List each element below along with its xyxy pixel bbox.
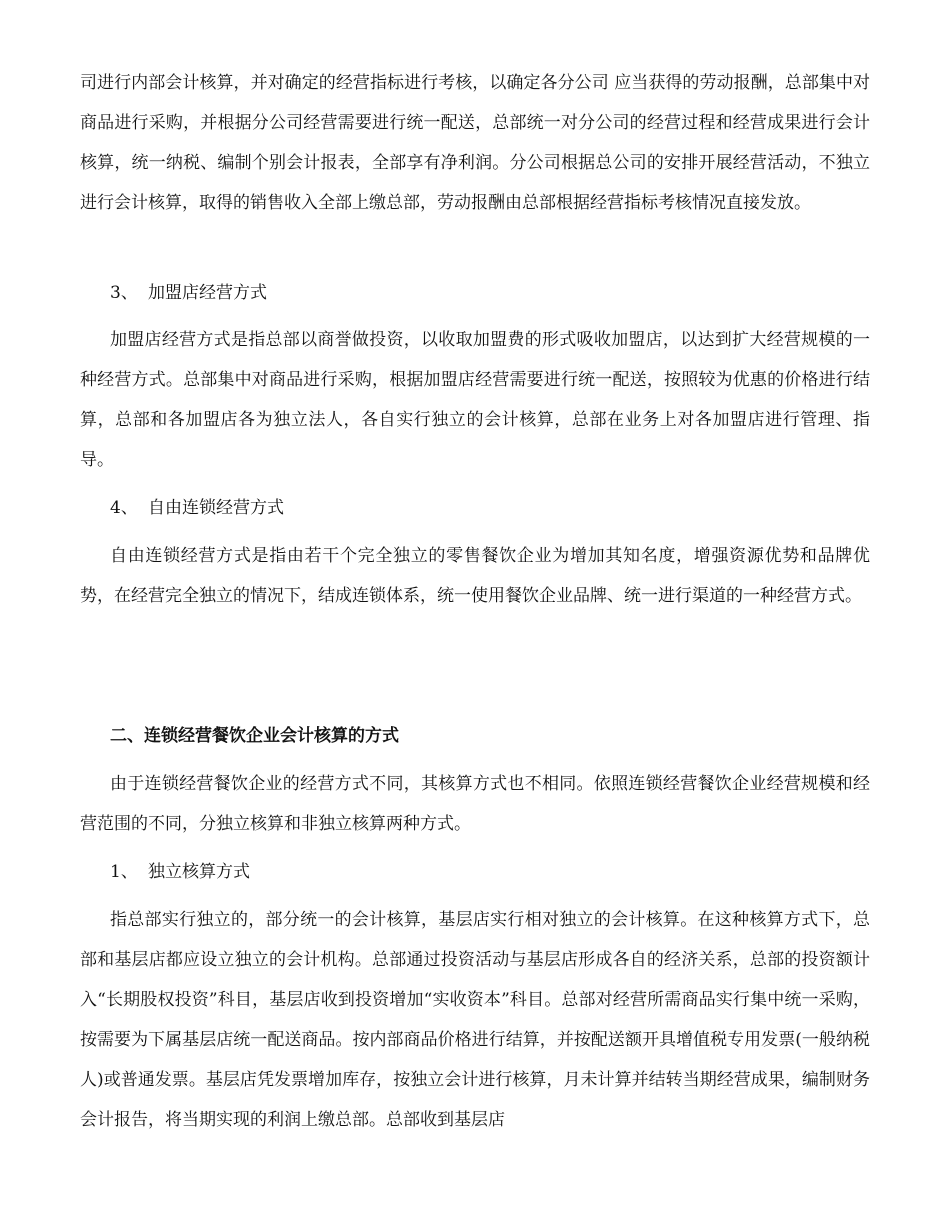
list-number: 4、 xyxy=(110,498,138,518)
list-number: 1、 xyxy=(110,862,138,882)
list-item-3 xyxy=(110,273,267,313)
list-label: 加盟店经营方式 xyxy=(148,283,267,303)
list-label: 独立核算方式 xyxy=(148,862,250,882)
section-heading: 二、连锁经营餐饮企业会计核算的方式 xyxy=(110,726,399,746)
list-label: 自由连锁经营方式 xyxy=(148,498,284,518)
paragraph-independent-accounting: 指总部实行独立的，部分统一的会计核算，基层店实行相对独立的会计核算。在这种核算方式下，总部和基层店都应设立独立的会计机构。总部通过投资活动与基层店形成各自的经济关系，总部的投资额计入“长期股权投资”科目，基层店收到投资增加“实收资本”科目。总部对经营所需商品实行集中统一采购，按需要为下属基层店统一配送商品。按内部商品价格进行结算，并按配送额开具增值税专用发票(一般纳税人)或普通发票。基层店凭发票增加库存，按独立会计进行核算，月未计算并结转当期经营成果，编制财务会计报告，将当期实现的利润上缴总部。总部收到基层店 xyxy=(80,910,870,1130)
paragraph-franchise: 加盟店经营方式是指总部以商誉做投资，以收取加盟费的形式吸收加盟店，以达到扩大经营规模的一种经营方式。总部集中对商品进行采购，根据加盟店经营需要进行统一配送，按照较为优惠的价格进行结算，总部和各加盟店各为独立法人，各自实行独立的会计核算，总部在业务上对各加盟店进行管理、指导。 xyxy=(80,330,870,470)
paragraph-voluntary-chain: 自由连锁经营方式是指由若干个完全独立的零售餐饮企业为增加其知名度，增强资源优势和品牌优势，在经营完全独立的情况下，结成连锁体系，统一使用餐饮企业品牌、统一进行渠道的一种经营方式。 xyxy=(80,546,870,606)
list-item-1 xyxy=(110,852,250,892)
list-item-4 xyxy=(110,488,284,528)
list-number: 3、 xyxy=(110,283,138,303)
paragraph-branch-accounting: 司进行内部会计核算，并对确定的经营指标进行考核，以确定各分公司 应当获得的劳动报酬，总部集中对商品进行采购，并根据分公司经营需要进行统一配送，总部统一对分公司的经营过程和经营成果进行会计核算，统一纳税、编制个别会计报表，全部享有净利润。分公司根据总公司的安排开展经营活动，不独立进行会计核算，取得的销售收入全部上缴总部，劳动报酬由总部根据经营指标考核情况直接发放。 xyxy=(80,73,870,213)
paragraph-accounting-methods: 由于连锁经营餐饮企业的经营方式不同，其核算方式也不相同。依照连锁经营餐饮企业经营规模和经营范围的不同，分独立核算和非独立核算两种方式。 xyxy=(80,774,870,834)
